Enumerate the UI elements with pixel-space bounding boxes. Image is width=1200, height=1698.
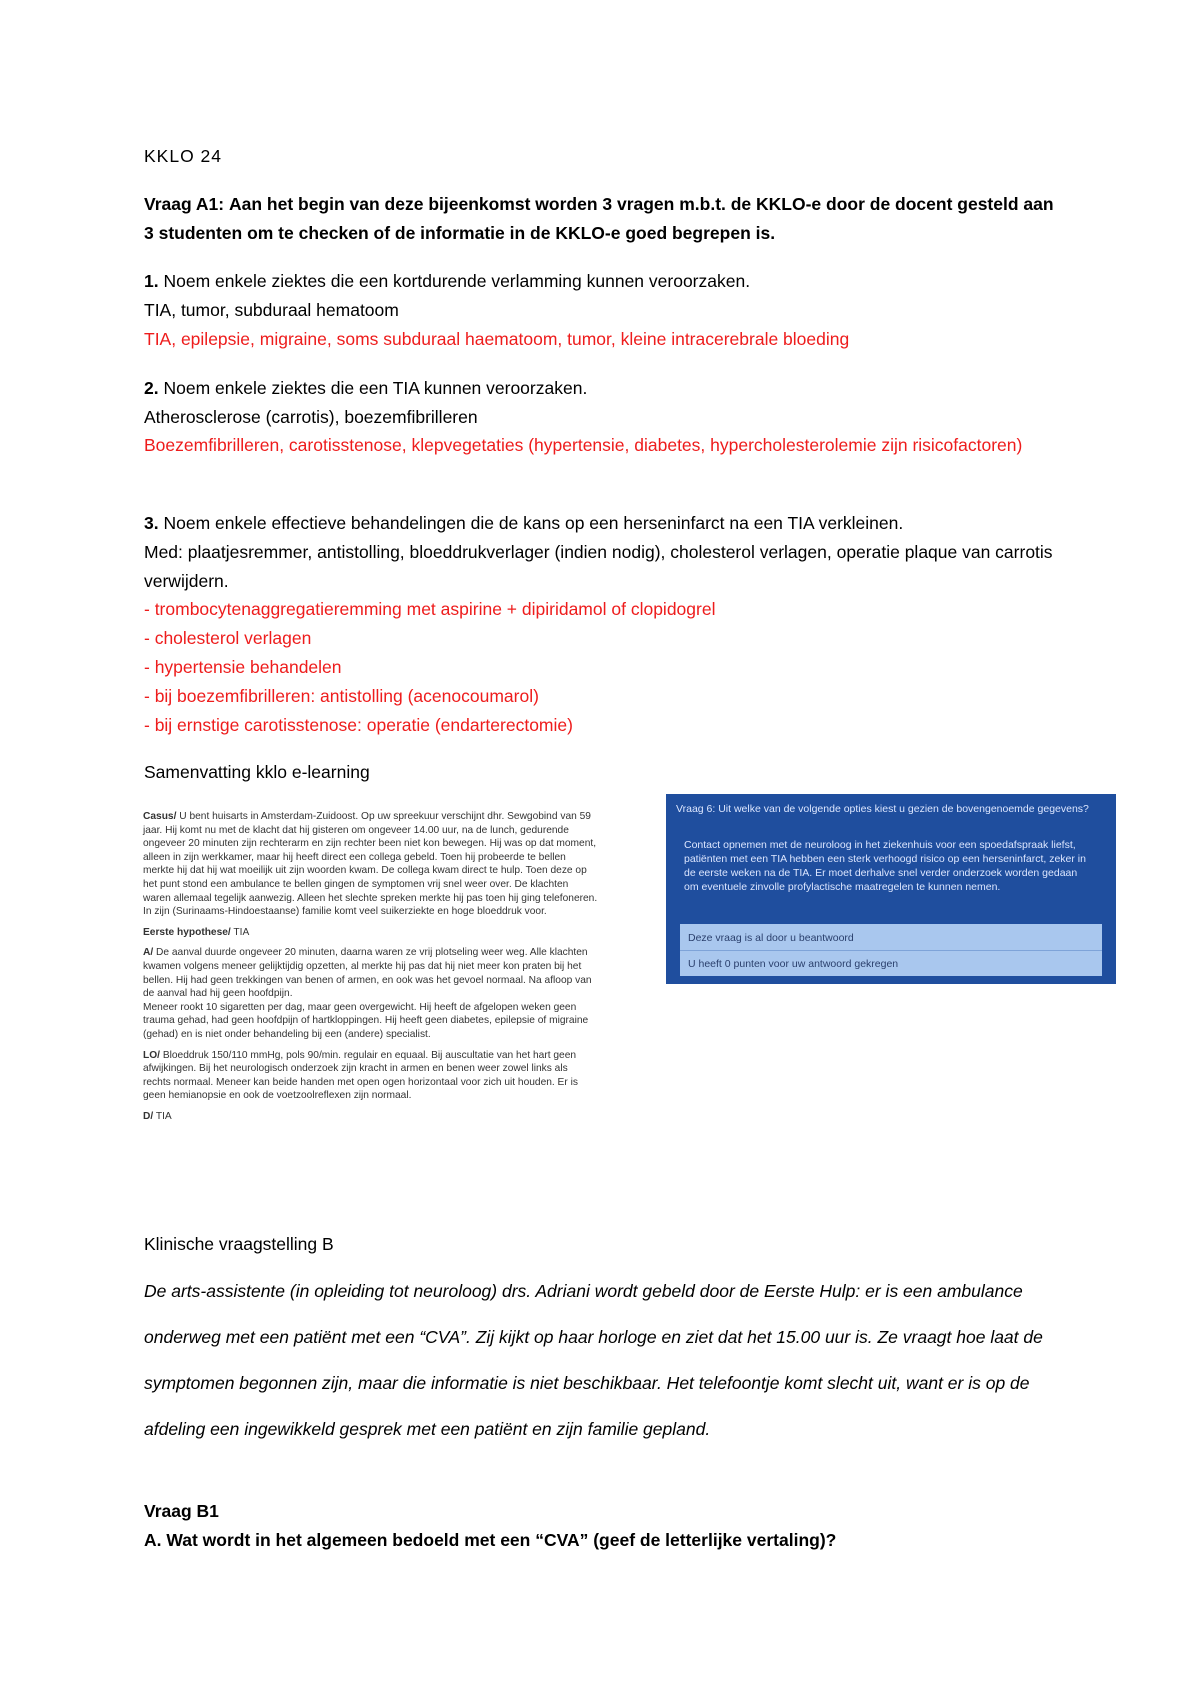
quiz-panel-screenshot	[666, 794, 1116, 984]
question-1-correct-answer: TIA, epilepsie, migraine, soms subduraal haematoom, tumor, kleine intracerebrale bloeding	[144, 329, 850, 349]
question-1-number: 1.	[144, 271, 159, 291]
clinical-question-title: Klinische vraagstelling B	[144, 1234, 334, 1254]
question-2	[144, 374, 587, 403]
question-1	[144, 267, 750, 296]
list-item: - bij ernstige carotisstenose: operatie (endarterectomie)	[144, 715, 573, 735]
question-b1-label: Vraag B1	[144, 1501, 219, 1521]
list-item: - cholesterol verlagen	[144, 628, 312, 648]
question-b1-a: A. Wat wordt in het algemeen bedoeld met een “CVA” (geef de letterlijke vertaling)?	[144, 1530, 837, 1550]
list-item: - bij boezemfibrilleren: antistolling (acenocoumarol)	[144, 686, 539, 706]
casus-intro: Casus/ U bent huisarts in Amsterdam-Zuidoost. Op uw spreekuur verschijnt dhr. Sewgobind van 59 jaar. Hij komt nu met de klacht dat hij gisteren om ongeveer 14.00 uur, na de lunch, gedurende ongeveer 20 minuten zijn rechterarm en zijn rechter been niet kon bewegen. Hij was op dat moment, alleen in zijn werkkamer, maar hij heeft direct een collega gebeld. Toen hij probeerde te bellen merkte hij dat hij wat moeilijk uit zijn woorden kwam. De collega kwam direct te hulp. Toen deze op het punt stond een ambulance te bellen gingen de symptomen vrij snel weer over. De klachten waren allemaal tegelijk aanwezig. Alleen het slechte spreken merkte hij pas toen hij ging telefoneren. In zijn (Surinaams-Hindoestaanse) familie komt veel suikerziekte en hoge bloeddruk voor.	[143, 811, 598, 918]
question-a1-label: Vraag A1:	[144, 194, 225, 214]
question-2-text: Noem enkele ziektes die een TIA kunnen veroorzaken.	[163, 378, 588, 398]
question-1-student-answer: TIA, tumor, subduraal hematoom	[144, 300, 399, 320]
casus-diagnosis: D/ TIA	[143, 1110, 172, 1122]
question-1-text: Noem enkele ziektes die een kortdurende verlamming kunnen veroorzaken.	[163, 271, 751, 291]
question-2-student-answer: Atherosclerose (carrotis), boezemfibrilleren	[144, 407, 478, 427]
casus-anamnesis-2: Meneer rookt 10 sigaretten per dag, maar geen overgewicht. Hij heeft de afgelopen weken geen trauma gehad, had geen hoofdpijn of hartkloppingen. Hij heeft geen diabetes, epilepsie of migraine (gehad) en is niet onder behandeling bij een (andere) specialist.	[143, 1001, 589, 1040]
quiz-option: Contact opnemen met de neuroloog in het ziekenhuis voor een spoedafspraak liefst, patiënten met een TIA hebben een sterk verhoogd risico op een herseninfarct, zeker in de eerste weken na de TIA. Er moet derhalve snel verder onderzoek worden gedaan om eventuele zinvolle profylactische maatregelen te kunnen nemen.	[684, 839, 1086, 893]
question-a1-text: Aan het begin van deze bijeenkomst worden 3 vragen m.b.t. de KKLO-e door de docent gesteld aan 3 studenten om te checken of de informatie in de KKLO-e goed begrepen is.	[144, 194, 1054, 243]
list-item: - hypertensie behandelen	[144, 657, 342, 677]
clinical-question-text: De arts-assistente (in opleiding tot neuroloog) drs. Adriani wordt gebeld door de Eerste Hulp: er is een ambulance onderweg met een patiënt met een “CVA”. Zij kijkt op haar horloge en ziet dat het 15.00 uur is. Ze vraagt hoe laat de symptomen begonnen zijn, maar die informatie is niet beschikbaar. Het telefoontje komt slecht uit, want er is op de afdeling een ingewikkeld gesprek met een patiënt en zijn familie gepland.	[144, 1281, 1043, 1439]
list-item: - trombocytenaggregatieremming met aspirine + dipiridamol of clopidogrel	[144, 599, 716, 619]
divider	[680, 950, 1102, 951]
casus-anamnesis: A/ De aanval duurde ongeveer 20 minuten, daarna waren ze vrij plotseling weer weg. Alle klachten kwamen volgens meneer gelijktijdig opzetten, al merkte hij pas dat hij niet meer kon praten bij het bellen. Hij had geen trekkingen van benen of armen, en ook was het gevoel normaal. Na afloop van de aanval had hij geen hoofdpijn.	[143, 947, 592, 1000]
quiz-question: Vraag 6: Uit welke van de volgende opties kiest u gezien de bovengenoemde gegevens?	[676, 803, 1089, 815]
question-3-correct-answer-list	[144, 595, 715, 740]
casus-exam: LO/ Bloeddruk 150/110 mmHg, pols 90/min. regulair en equaal. Bij auscultatie van het hart geen afwijkingen. Bij het neurologisch onderzoek zijn kracht in armen en benen weer zowel links als rechts normaal. Meneer kan beide handen met open ogen horizontaal voor zich uit houden. Er is geen hemianopsie en ook de voetzoolreflexen zijn normaal.	[143, 1049, 578, 1102]
question-3-student-answer: Med: plaatjesremmer, antistolling, bloeddrukverlager (indien nodig), cholesterol verlagen, operatie plaque van carrotis verwijdern.	[144, 542, 1053, 591]
quiz-status: Deze vraag is al door u beantwoord	[688, 932, 854, 944]
question-3-number: 3.	[144, 513, 159, 533]
question-2-correct-answer: Boezemfibrilleren, carotisstenose, klepvegetaties (hypertensie, diabetes, hypercholesterolemie zijn risicofactoren)	[144, 435, 1023, 455]
summary-title: Samenvatting kklo e-learning	[144, 762, 370, 782]
question-3	[144, 509, 903, 538]
casus-screenshot	[143, 810, 598, 1130]
document-title: KKLO 24	[144, 146, 223, 166]
question-3-text: Noem enkele effectieve behandelingen die de kans op een herseninfarct na een TIA verkleinen.	[163, 513, 904, 533]
question-a1	[144, 190, 1064, 248]
casus-hypothesis: Eerste hypothese/ TIA	[143, 926, 250, 938]
quiz-score: U heeft 0 punten voor uw antwoord gekregen	[688, 958, 899, 970]
question-2-number: 2.	[144, 378, 159, 398]
quiz-feedback	[680, 924, 1102, 976]
